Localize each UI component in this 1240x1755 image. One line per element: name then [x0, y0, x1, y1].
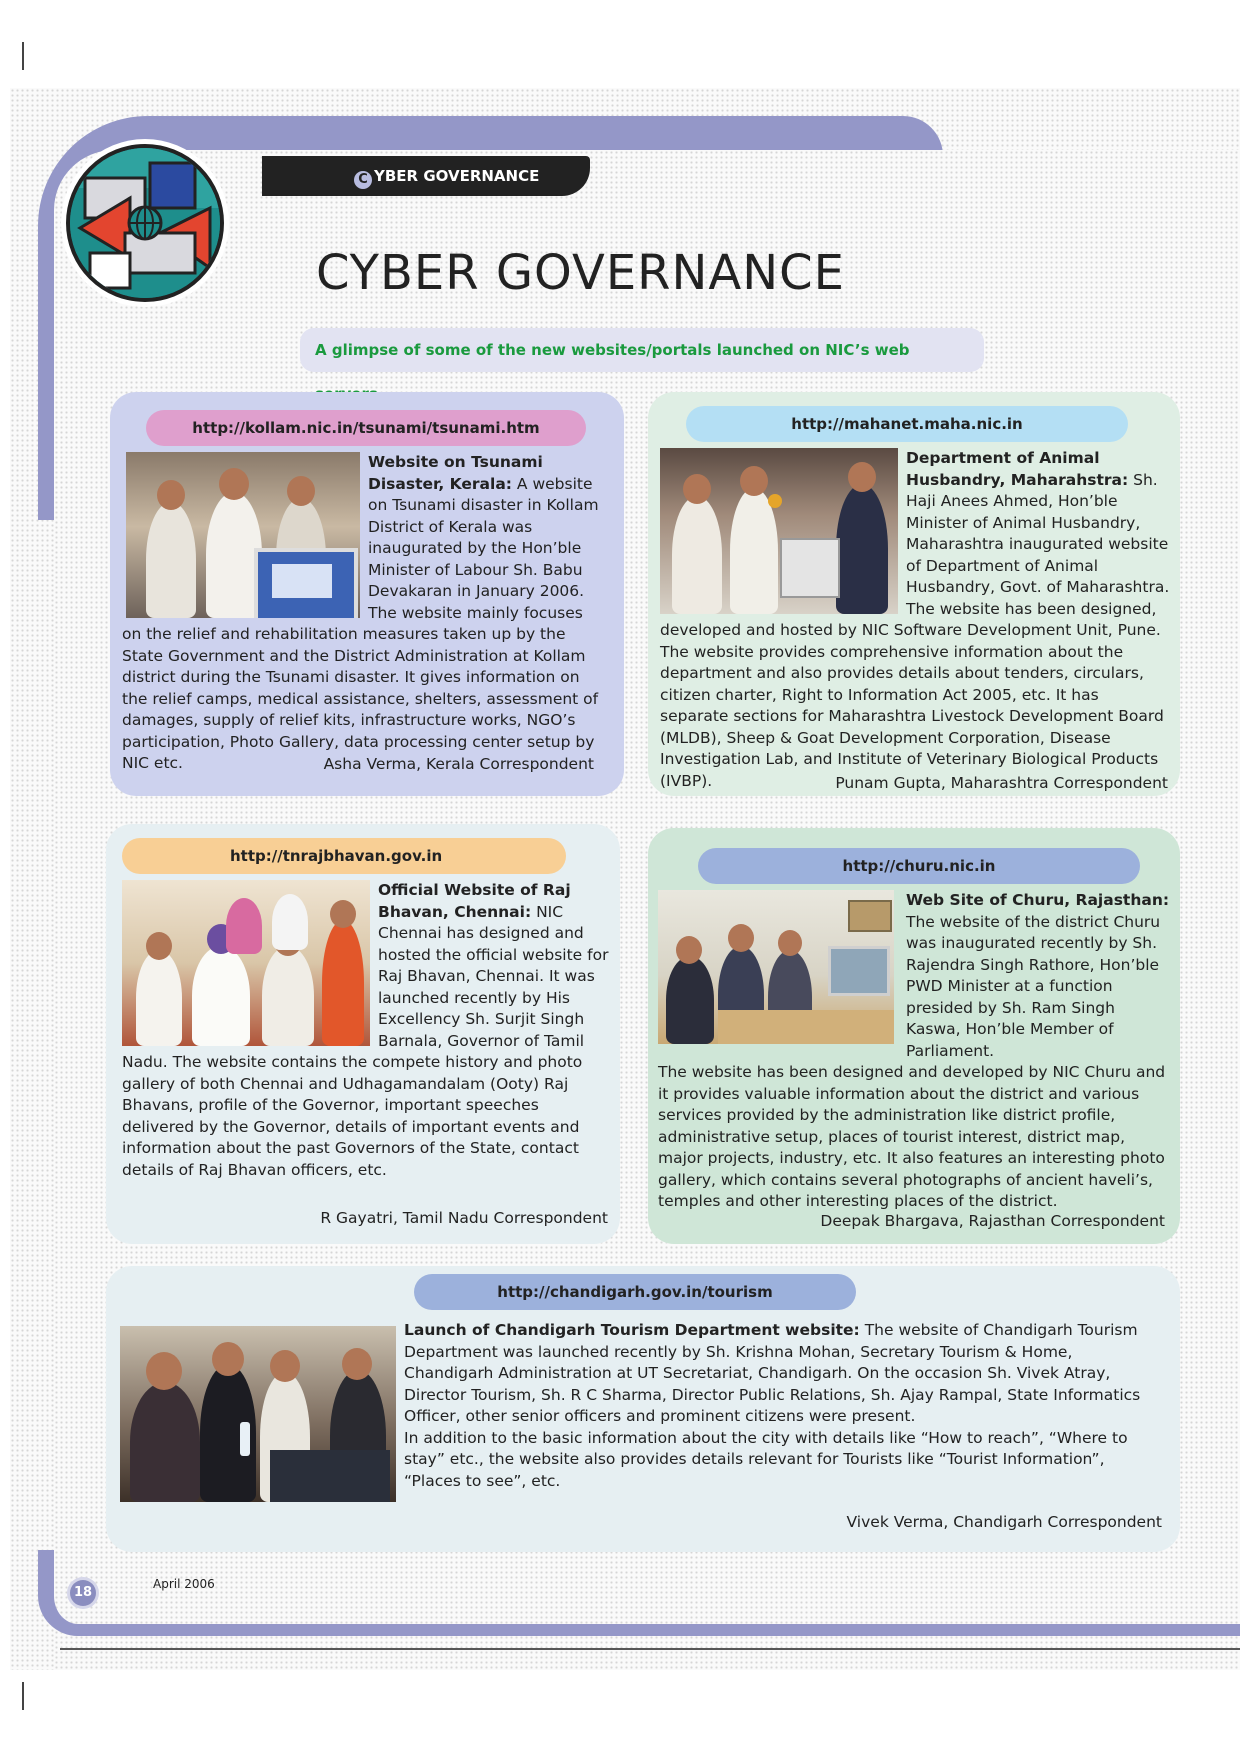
- article-para2-maharashtra: The website provides comprehensive information about the department and also provides details about tenders, circulars, citizen charter, Right to Information Act 2005, etc. It has separate sections for Maharashtra Livestock Development Board (MLDB), Sheep & Goat Development Corporation, Disease Investigation Lab, and Institute of Veterinary Biological Products (IVBP).: [660, 642, 1164, 790]
- article-url-chandigarh[interactable]: http://chandigarh.gov.in/tourism: [414, 1274, 856, 1310]
- article-body-maharashtra: [660, 448, 1172, 792]
- section-tab: [262, 156, 590, 196]
- section-tab-initial: C: [354, 171, 372, 189]
- article-para2-churu: The website has been designed and developed by NIC Churu and it provides valuable information about the district and various services provided by the administration like district profile, administrative setup, places of tourist interest, district map, major projects, industry, etc. It also features an interesting photo gallery, which contains several photographs of ancient haveli’s, temples and other interesting places of the district.: [658, 1063, 1166, 1210]
- article-url-maharashtra[interactable]: http://mahanet.maha.nic.in: [686, 406, 1128, 442]
- left-frame-bar: [38, 250, 54, 520]
- article-lead-rajbhavan: Official Website of Raj Bhavan, Chennai:: [378, 881, 571, 921]
- photo-chandigarh-launch: [120, 1326, 396, 1502]
- crop-mark-bottom: [22, 1682, 24, 1710]
- article-para1-rajbhavan: NIC Chennai has designed and hosted the official website for Raj Bhavan, Chennai. It was launched recently by His Excellency Sh. Surjit Singh Barnala, Governor of Tamil Nadu. The website contains the compete history and photo gallery of both Chennai and Udhagamandalam (Ooty) Raj Bhavans, profile of the Governor, important speeches delivered by the Governor, details of important events and information about the past Governors of the State, contact details of Raj Bhavan officers, etc.: [122, 902, 609, 1179]
- photo-kollam-inauguration: [126, 452, 360, 618]
- photo-churu-function: [658, 890, 894, 1044]
- article-para2-chandigarh: In addition to the basic information about the city with details like “How to reach”, “Where to stay” etc., the website also provides details relevant for Tourists like “Tourist Information”, “Places to see”, etc.: [404, 1428, 1128, 1490]
- logo-graphic-icon: [70, 148, 220, 298]
- photo-rajbhavan-group: [122, 880, 370, 1046]
- page-number: 18: [70, 1580, 96, 1606]
- article-url-churu[interactable]: http://churu.nic.in: [698, 848, 1140, 884]
- footer-frame: [38, 1550, 1240, 1636]
- article-lead-kollam: Website on Tsunami Disaster, Kerala:: [368, 453, 543, 493]
- article-body-churu: [658, 890, 1172, 1213]
- article-lead-churu: Web Site of Churu, Rajasthan:: [906, 891, 1170, 909]
- byline-maharashtra: Punam Gupta, Maharashtra Correspondent: [835, 774, 1168, 792]
- article-para1-kollam: A website on Tsunami disaster in Kollam District of Kerala was inaugurated by the Hon’ble Minister of Labour Sh. Babu Devakaran in January 2006.: [368, 474, 599, 600]
- page-title: CYBER GOVERNANCE: [316, 245, 845, 301]
- article-url-rajbhavan[interactable]: http://tnrajbhavan.gov.in: [122, 838, 566, 874]
- cyber-governance-logo: [66, 144, 224, 302]
- photo-maharashtra-inauguration: [660, 448, 898, 614]
- article-body-rajbhavan: [122, 880, 610, 1181]
- article-lead-maharashtra: Department of Animal Husbandry, Maharahstra:: [906, 449, 1129, 489]
- article-lead-chandigarh: Launch of Chandigarh Tourism Department website:: [404, 1321, 860, 1339]
- article-url-kollam[interactable]: http://kollam.nic.in/tsunami/tsunami.htm: [146, 410, 586, 446]
- byline-chandigarh: Vivek Verma, Chandigarh Correspondent: [846, 1513, 1162, 1531]
- issue-date: April 2006: [153, 1577, 215, 1591]
- article-body-chandigarh: [404, 1320, 1166, 1492]
- article-para2-kollam: The website mainly focuses on the relief and rehabilitation measures taken up by the State Government and the District Administration at Kollam district during the Tsunami disaster. It gives information on the relief camps, medical assistance, shelters, assessment of damages, supply of relief kits, infrastructure works, NGO’s participation, Photo Gallery, data processing center setup by NIC etc.: [122, 603, 599, 772]
- footer-rule: [60, 1648, 1240, 1650]
- article-para1-churu: The website of the district Churu was inaugurated recently by Sh. Rajendra Singh Rathore, Hon’ble PWD Minister at a function presided by Sh. Ram Singh Kaswa, Hon’ble Member of Parliament.: [906, 912, 1161, 1060]
- article-body-kollam: [122, 452, 602, 775]
- byline-churu: Deepak Bhargava, Rajasthan Correspondent: [820, 1212, 1165, 1230]
- article-para1-chandigarh: The website of Chandigarh Tourism Department was launched recently by Sh. Krishna Mohan, Secretary Tourism & Home, Chandigarh Administration at UT Secretariat, Chandigarh. On the occasion Sh. Vivek Atray, Director Tourism, Sh. R C Sharma, Director Public Relations, Sh. Ajay Rampal, State Informatics Officer, other senior officers and prominent citizens were present.: [404, 1321, 1141, 1425]
- article-para1-maharashtra: Sh. Haji Anees Ahmed, Hon’ble Minister of Animal Husbandry, Maharashtra inaugurated website of Department of Animal Husbandry, Govt. of Maharashtra. The website has been designed, developed and hosted by NIC Software Development Unit, Pune.: [660, 470, 1170, 639]
- page-subtitle: A glimpse of some of the new websites/portals launched on NIC’s web: [300, 328, 984, 372]
- byline-rajbhavan: R Gayatri, Tamil Nadu Correspondent: [320, 1209, 608, 1227]
- byline-kollam: Asha Verma, Kerala Correspondent: [323, 755, 594, 773]
- crop-mark-top: [22, 42, 24, 70]
- section-tab-label: YBER GOVERNANCE: [374, 167, 540, 185]
